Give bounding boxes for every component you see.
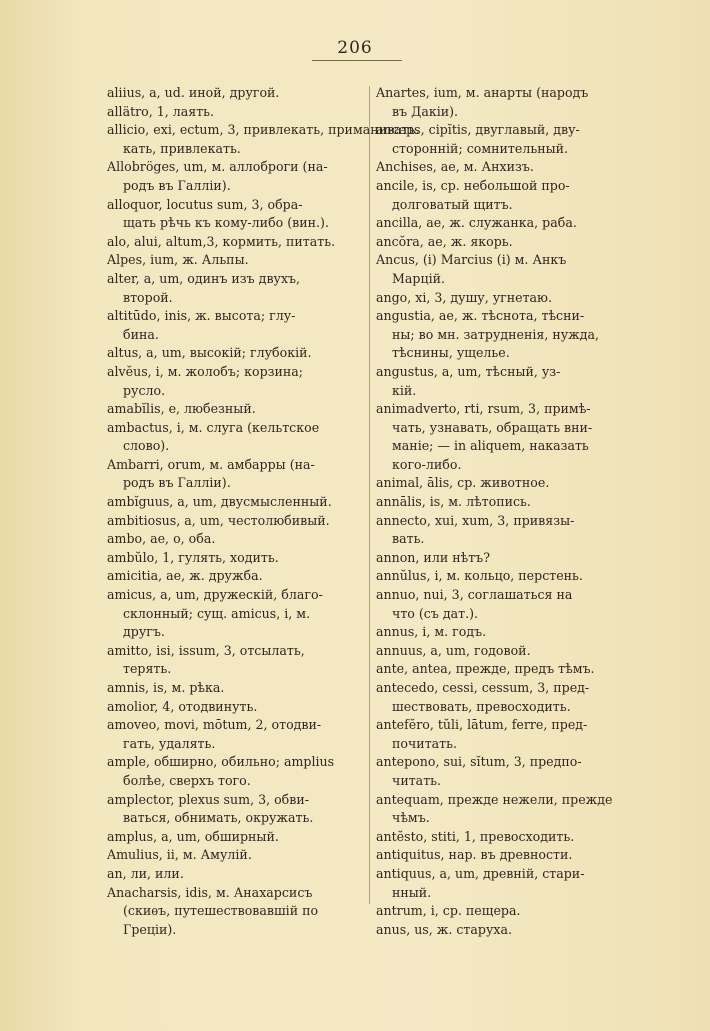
dictionary-line: слово). [123,438,170,454]
right-column [376,84,641,939]
dictionary-line: annecto, xui, xum, 3, привязы- [376,512,575,528]
dictionary-line: шествовать, превосходить. [392,698,571,714]
dictionary-line: antepono, sui, sĭtum, 3, предпо- [376,754,582,770]
dictionary-line: animal, ālis, ср. животное. [376,475,550,491]
dictionary-line: ango, xi, 3, душу, угнетаю. [376,289,553,305]
dictionary-line: читать. [392,772,442,788]
dictionary-line: чать, узнавать, обращать вни- [392,419,593,435]
dictionary-line: Anchises, ae, м. Анхизъ. [376,159,534,175]
dictionary-line: ancŏra, ae, ж. якорь. [376,233,513,249]
dictionary-line: Allobröges, um, м. аллоброги (на- [107,159,328,175]
dictionary-line: что (съ дат.). [392,605,479,621]
dictionary-line: animadverto, rti, rsum, 3, примѣ- [376,401,591,417]
dictionary-line: ны; во мн. затрудненія, нужда, [392,326,599,342]
dictionary-line: annus, i, м. годъ. [376,624,487,640]
dictionary-line: бина. [123,326,159,342]
dictionary-line: долговатый щитъ. [392,196,513,212]
dictionary-line: щать рѣчь къ кому-либо (вин.). [123,215,329,231]
dictionary-line: amplector, plexus sum, 3, обви- [107,791,309,807]
dictionary-line: кій. [392,382,417,398]
dictionary-line: болѣе, сверхъ того. [123,772,251,788]
dictionary-line: anceps, cipĭtis, двуглавый, дву- [376,122,580,138]
dictionary-line: annuus, a, um, годовой. [376,642,531,658]
dictionary-line: altitūdo, inis, ж. высота; глу- [107,308,296,324]
dictionary-line: второй. [123,289,173,305]
page-number: 206 [337,38,373,58]
dictionary-line: allicio, exi, ectum, 3, привлекать, приманивать. [107,122,420,138]
dictionary-line: amplus, a, um, обширный. [107,828,279,844]
dictionary-line: alvĕus, i, м. жолобъ; корзина; [107,363,304,379]
dictionary-line: allätro, 1, лаять. [107,103,215,119]
dictionary-line: сторонній; сомнительный. [392,140,569,156]
dictionary-line: amabĭlis, e, любезный. [107,401,256,417]
dictionary-line: кать, привлекать. [123,140,241,156]
dictionary-line: ваться, обнимать, окружать. [123,810,314,826]
dictionary-line: an, ли, или. [107,865,184,881]
dictionary-line: anus, us, ж. старуха. [376,921,512,937]
dictionary-line: ancile, is, ср. небольшой про- [376,177,570,193]
dictionary-line: annon, или нѣтъ? [376,549,490,565]
dictionary-line: другъ. [123,624,165,640]
dictionary-line: ambŭlo, 1, гулять, ходить. [107,549,279,565]
dictionary-line: маніе; — in aliquem, наказать [392,438,589,454]
dictionary-line: Ambarri, orum, м. амбарры (на- [107,456,315,472]
dictionary-line: angustus, a, um, тѣсный, уз- [376,363,561,379]
dictionary-line: (скиѳъ, путешествовавшій по [123,903,319,919]
dictionary-line: antiquus, a, um, древній, стари- [376,865,585,881]
dictionary-line: amoveo, movi, mōtum, 2, отодви- [107,717,322,733]
dictionary-line: ambitiosus, a, um, честолюбивый. [107,512,330,528]
dictionary-line: antequam, прежде нежели, прежде [376,791,613,807]
dictionary-line: вать. [392,531,425,547]
dictionary-line: antecedo, cessi, cessum, 3, пред- [376,680,590,695]
dictionary-line: antiquitus, нар. въ древности. [376,847,573,863]
dictionary-line: ample, обширно, обильно; amplius [107,754,335,770]
dictionary-line: тѣснины, ущелье. [392,345,510,361]
dictionary-line: Alpes, ium, ж. Альпы. [107,252,249,268]
dictionary-line: amicitia, ae, ж. дружба. [107,568,263,584]
dictionary-line: ambĭguus, a, um, двусмысленный. [107,494,332,510]
dictionary-line: русло. [123,382,166,398]
dictionary-line: amicus, a, um, дружескій, благо- [107,587,323,603]
dictionary-line: antefĕro, tŭli, lātum, ferre, пред- [376,717,588,733]
dictionary-line: въ Дакіи). [392,103,459,119]
dictionary-line: antĕsto, stiti, 1, превосходить. [376,828,575,844]
dictionary-line: Ancus, (i) Marcius (i) м. Анкъ [376,252,567,268]
dictionary-line: angustia, ae, ж. тѣснота, тѣсни- [376,308,585,324]
dictionary-line: ante, antea, прежде, предъ тѣмъ. [376,661,595,677]
dictionary-line: annŭlus, i, м. кольцо, перстень. [376,568,583,584]
dictionary-line: annuo, nui, 3, соглашаться на [376,587,573,603]
dictionary-line: amolior, 4, отодвинуть. [107,698,258,714]
dictionary-line: чѣмъ. [392,810,430,826]
dictionary-line: amnis, is, м. рѣка. [107,680,225,695]
dictionary-line: aliius, a, ud. иной, другой. [107,85,280,100]
dictionary-line: склонный; сущ. amicus, i, м. [123,605,311,621]
dictionary-line: amitto, isi, issum, 3, отсылать, [107,642,305,658]
dictionary-line: родъ въ Галліи). [123,177,231,193]
dictionary-line: alloquor, locutus sum, 3, обра- [107,196,303,212]
dictionary-line: Anacharsis, idis, м. Анахарсисъ [107,884,313,900]
dictionary-line: ancilla, ae, ж. служанка, раба. [376,215,577,231]
dictionary-line: Amulius, ii, м. Амулій. [107,847,252,863]
dictionary-line: antrum, i, ср. пещера. [376,903,521,919]
page-number-rule [312,60,402,61]
dictionary-line: ambactus, i, м. слуга (кельтское [107,419,320,435]
dictionary-line: Anartes, ium, м. анарты (народъ [376,85,589,100]
dictionary-line: терять. [123,661,172,677]
dictionary-line: ambo, ae, o, оба. [107,531,216,547]
dictionary-line: гать, удалять. [123,735,216,751]
column-divider [369,86,370,904]
dictionary-line: кого-либо. [392,456,462,472]
dictionary-line: Греціи). [123,921,177,937]
dictionary-line: почитать. [392,735,457,751]
dictionary-line: alter, a, um, одинъ изъ двухъ, [107,270,301,286]
dictionary-line: родъ въ Галліи). [123,475,231,491]
dictionary-line: alo, alui, altum,3, кормить, питать. [107,233,336,249]
dictionary-line: altus, a, um, высокій; глубокій. [107,345,312,361]
dictionary-line: Марцій. [392,270,445,286]
dictionary-line: annālis, is, м. лѣтопись. [376,494,531,510]
dictionary-line: нный. [392,884,432,900]
